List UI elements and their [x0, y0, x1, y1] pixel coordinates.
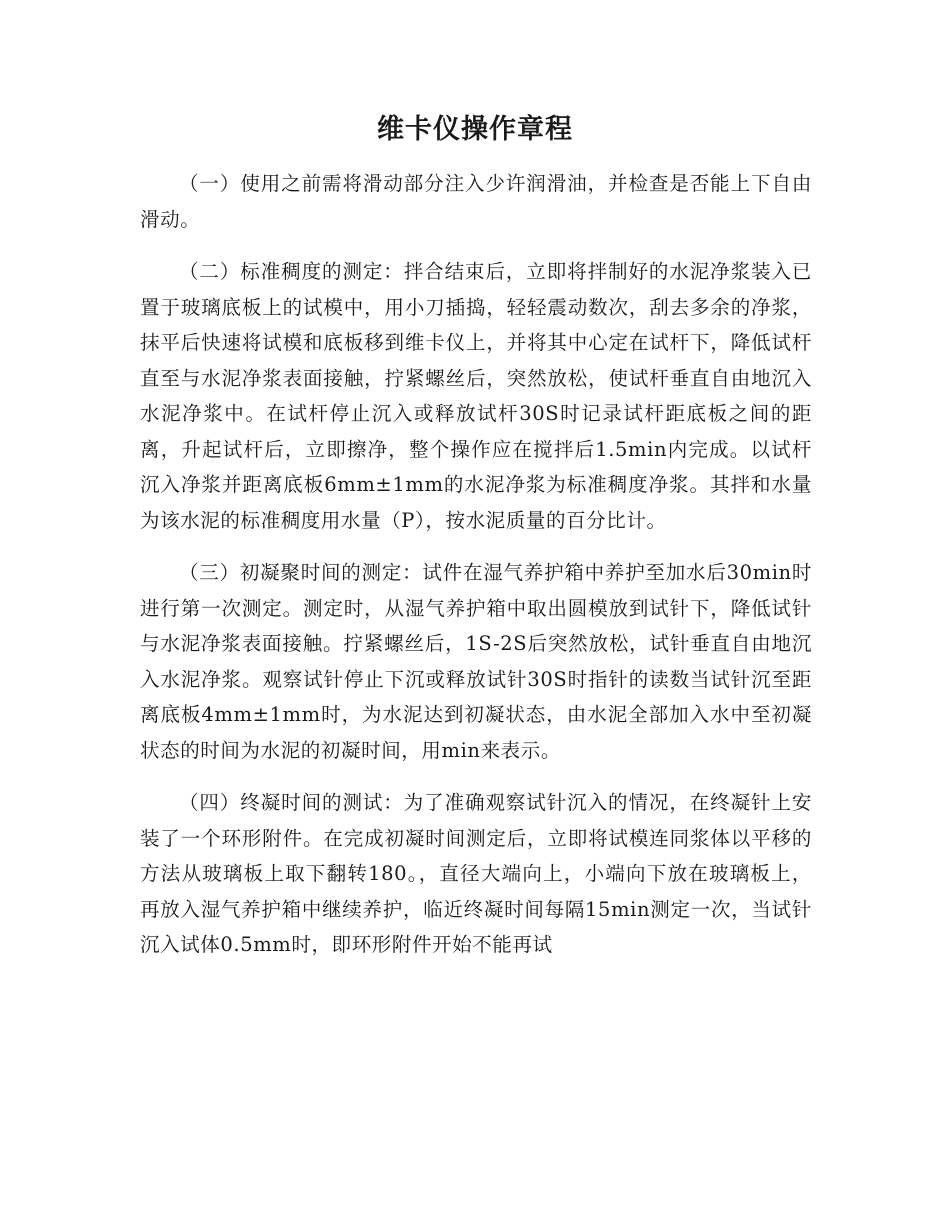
page-title: 维卡仪操作章程 [377, 114, 573, 145]
document-body [140, 166, 812, 980]
paragraph-3: （三）初凝聚时间的测定：试件在湿气养护箱中养护至加水后30min时进行第一次测定。测定时，从湿气养护箱中取出圆模放到试针下，降低试针与水泥净浆表面接触。拧紧螺丝后，1S-2S后突然放松，试针垂直自由地沉入水泥净浆。观察试针停止下沉或释放试针30S时指针的读数当试针沉至距离底板4mm±1mm时，为水泥达到初凝状态，由水泥全部加入水中至初凝状态的时间为水泥的初凝时间，用min来表示。 [140, 561, 812, 762]
paragraph-1: （一）使用之前需将滑动部分注入少许润滑油，并检查是否能上下自由滑动。 [140, 172, 812, 231]
paragraph-4: （四）终凝时间的测试：为了准确观察试针沉入的情况，在终凝针上安装了一个环形附件。在完成初凝时间测定后，立即将试模连同浆体以平移的方法从玻璃板上取下翻转180。，直径大端向上，小端向下放在玻璃板上，再放入湿气养护箱中继续养护，临近终凝时间每隔15min测定一次，当试针沉入试体0.5mm时，即环形附件开始不能再试 [140, 791, 812, 956]
paragraph-2: （二）标准稠度的测定：拌合结束后，立即将拌制好的水泥净浆装入已置于玻璃底板上的试模中，用小刀插捣，轻轻震动数次，刮去多余的净浆，抹平后快速将试模和底板移到维卡仪上，并将其中心定在试杆下，降低试杆直至与水泥净浆表面接触，拧紧螺丝后，突然放松，使试杆垂直自由地沉入水泥净浆中。在试杆停止沉入或释放试杆30S时记录试杆距底板之间的距离，升起试杆后，立即擦净，整个操作应在搅拌后1.5min内完成。以试杆沉入净浆并距离底板6mm±1mm的水泥净浆为标准稠度净浆。其拌和水量为该水泥的标准稠度用水量（P），按水泥质量的百分比计。 [140, 260, 812, 532]
